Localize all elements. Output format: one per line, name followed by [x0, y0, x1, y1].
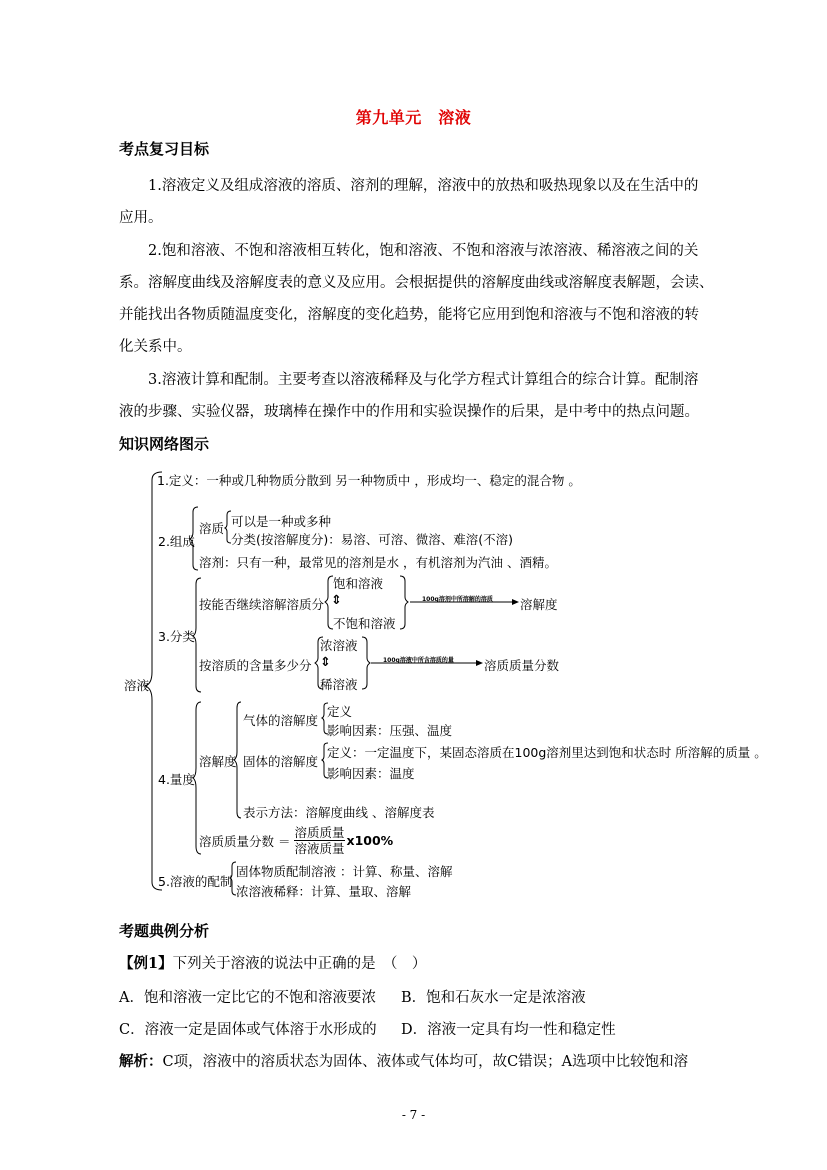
paragraph-line: 并能找出各物质随温度变化，溶解度的变化趋势，能将它应用到饱和溶液与不饱和溶液的转	[119, 307, 699, 323]
analysis-text: C项，溶液中的溶质状态为固体、液体或气体均可，故C错误；A选项中比较饱和溶	[162, 1054, 689, 1070]
option-c: C．溶液一定是固体或气体溶于水形成的	[119, 1022, 377, 1038]
dilution-preparation: 浓溶液稀释：计算、量取、溶解	[236, 884, 412, 899]
dilute-label: 稀溶液	[320, 677, 358, 692]
solubility-result: 溶解度	[520, 597, 558, 612]
paragraph-line: 应用。	[119, 210, 163, 226]
mass-fraction-result: 溶质质量分数	[484, 658, 560, 673]
gas-solubility-label: 气体的溶解度	[243, 713, 319, 728]
gas-definition: 定义	[327, 704, 353, 719]
solid-preparation: 固体物质配制溶液 ：计算、称量、溶解	[236, 864, 453, 879]
section-heading-network: 知识网络图示	[119, 435, 210, 453]
question-text: 下列关于溶液的说法中正确的是 （ ）	[172, 956, 427, 972]
saturated-label: 饱和溶液	[333, 576, 384, 591]
option-d: D．溶液一定具有均一性和稳定性	[401, 1022, 616, 1038]
preparation-label: 5.溶液的配制	[158, 874, 233, 889]
option-a: A．饱和溶液一定比它的不饱和溶液要浓	[119, 990, 376, 1006]
solvent-line: 溶剂：只有一种，最常见的溶剂是水 ，有机溶剂为汽油 、酒精。	[199, 555, 557, 570]
solute-label: 溶质	[199, 521, 225, 536]
mass-fraction-formula	[199, 825, 393, 856]
example-question	[119, 952, 426, 973]
quantity-label: 4.量度	[158, 772, 195, 787]
solute-item: 可以是一种或多种	[231, 514, 332, 529]
analysis-line	[119, 1050, 688, 1071]
times-100-percent: x100%	[346, 833, 394, 848]
solid-factor: 影响因素：温度	[327, 766, 415, 781]
unsaturated-label: 不饱和溶液	[333, 616, 396, 631]
fraction-denominator: 溶液质量	[294, 841, 345, 856]
by-dissolve-label: 按能否继续溶解溶质分	[199, 597, 325, 612]
gas-factor: 影响因素：压强、温度	[327, 723, 453, 738]
section-heading-examples: 考题典例分析	[119, 922, 210, 940]
paragraph-line: 液的步骤、实验仪器，玻璃棒在操作中的作用和实验误操作的后果，是中考中的热点问题。	[119, 404, 699, 420]
fraction-numerator: 溶质质量	[294, 825, 345, 840]
mass-fraction-label: 溶质质量分数 ＝	[199, 833, 291, 849]
paragraph-line: 2.饱和溶液、不饱和溶液相互转化，饱和溶液、不饱和溶液与浓溶液、稀溶液之间的关	[148, 243, 699, 259]
fraction	[294, 825, 344, 856]
saturation-right-brace	[400, 576, 408, 629]
paragraph-line: 1.溶液定义及组成溶液的溶质、溶剂的理解，溶液中的放热和吸热现象以及在生活中的	[148, 178, 699, 194]
arrow2-head	[476, 660, 483, 666]
updown-arrow-icon: ⇕	[331, 592, 342, 607]
concentration-right-brace	[362, 637, 370, 689]
representation-methods: 表示方法：溶解度曲线 、溶解度表	[243, 805, 435, 820]
paragraph-line: 化关系中。	[119, 339, 192, 355]
updown-arrow-icon: ⇕	[320, 654, 331, 669]
option-b: B．饱和石灰水一定是浓溶液	[401, 990, 586, 1006]
page-title: 第九单元 溶液	[355, 108, 472, 127]
paragraph-line: 系。溶解度曲线及溶解度表的意义及应用。会根据提供的溶解度曲线或溶解度表解题，会读、	[119, 275, 714, 291]
arrow2-label: 100g溶液中所含溶质的量	[383, 657, 454, 664]
solid-solubility-label: 固体的溶解度	[243, 754, 319, 769]
root-label: 溶液	[124, 678, 150, 693]
definition-line: 1.定义：一种或几种物质分散到 另一种物质中 ，形成均一、稳定的混合物 。	[157, 473, 581, 488]
solubility-label: 溶解度	[199, 754, 237, 769]
paragraph-line: 3.溶液计算和配制。主要考查以溶液稀释及与化学方程式计算组合的综合计算。配制溶	[148, 372, 699, 388]
arrow1-head	[512, 599, 519, 605]
composition-label: 2.组成	[158, 534, 195, 549]
solid-definition: 定义：一定温度下，某固态溶质在100g溶剂里达到饱和状态时 所溶解的质量 。	[327, 745, 767, 760]
analysis-tag: 解析：	[119, 1053, 163, 1070]
concentrated-label: 浓溶液	[320, 638, 358, 653]
arrow1-label: 100g溶剂中所溶解的溶质	[422, 596, 493, 603]
by-content-label: 按溶质的含量多少分	[199, 658, 312, 673]
solute-item: 分类(按溶解度分)：易溶、可溶、微溶、难溶(不溶)	[231, 532, 514, 547]
example-tag: 【例1】	[119, 955, 173, 972]
section-heading-review: 考点复习目标	[119, 140, 210, 158]
classification-label: 3.分类	[158, 629, 195, 644]
page-number: - 7 -	[401, 1108, 426, 1122]
